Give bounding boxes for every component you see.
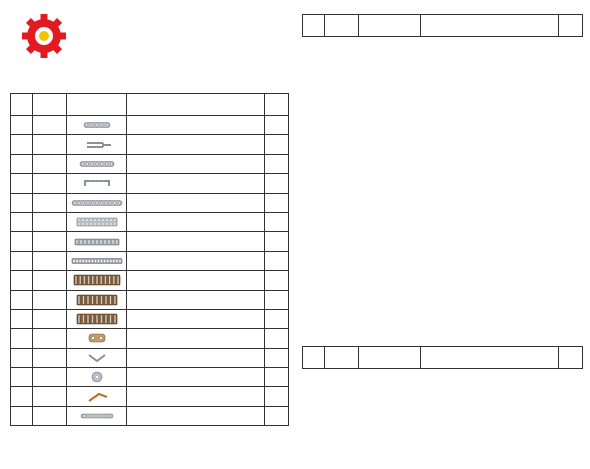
row-name	[127, 329, 265, 348]
row-name	[127, 116, 265, 135]
row-name	[127, 368, 265, 387]
row-name	[127, 290, 265, 309]
row-name	[127, 193, 265, 212]
header-name	[127, 94, 265, 116]
row-code	[33, 232, 67, 251]
row-num	[11, 116, 33, 135]
row-image	[67, 348, 127, 367]
strip-11-icon	[69, 197, 125, 209]
row-code	[33, 271, 67, 290]
row-num	[11, 406, 33, 425]
row-code	[33, 368, 67, 387]
row-qty	[265, 271, 289, 290]
table-row	[11, 116, 289, 135]
row-image	[67, 406, 127, 425]
plate-77-icon	[69, 313, 125, 325]
row-code	[33, 193, 67, 212]
table-row	[11, 232, 289, 251]
row-image	[67, 368, 127, 387]
row-num	[11, 387, 33, 406]
row-image	[67, 271, 127, 290]
row-qty	[265, 174, 289, 193]
row-image	[67, 193, 127, 212]
header-code	[325, 347, 359, 369]
row-qty	[265, 193, 289, 212]
header-name	[421, 15, 559, 37]
table-row	[11, 406, 289, 425]
row-image	[67, 329, 127, 348]
table-row	[11, 329, 289, 348]
strip-7-icon	[69, 158, 125, 170]
table-row	[11, 290, 289, 309]
row-code	[33, 251, 67, 270]
parts-table-right-top	[302, 14, 583, 37]
row-name	[127, 406, 265, 425]
row-name	[127, 154, 265, 173]
table-row	[11, 193, 289, 212]
table-row	[11, 309, 289, 328]
row-image	[67, 290, 127, 309]
row-code	[33, 329, 67, 348]
table-row	[11, 271, 289, 290]
fork-icon	[69, 139, 125, 151]
row-qty	[265, 309, 289, 328]
row-image	[67, 212, 127, 231]
row-num	[11, 232, 33, 251]
row-image	[67, 116, 127, 135]
row-image	[67, 174, 127, 193]
row-num	[11, 135, 33, 154]
header-image	[359, 15, 421, 37]
row-num	[11, 174, 33, 193]
angle-10-icon	[69, 236, 125, 248]
row-qty	[265, 368, 289, 387]
row-name	[127, 387, 265, 406]
table-row	[11, 251, 289, 270]
row-num	[11, 368, 33, 387]
row-num	[11, 212, 33, 231]
row-qty	[265, 135, 289, 154]
parts-table-left	[10, 93, 289, 426]
row-name	[127, 348, 265, 367]
table-header-row	[303, 347, 583, 369]
header-code	[33, 94, 67, 116]
row-code	[33, 309, 67, 328]
row-image	[67, 309, 127, 328]
row-qty	[265, 212, 289, 231]
handle-icon	[69, 391, 125, 403]
table-row	[11, 212, 289, 231]
row-qty	[265, 251, 289, 270]
header-num	[11, 94, 33, 116]
brand-logo	[4, 2, 124, 68]
row-qty	[265, 232, 289, 251]
row-code	[33, 290, 67, 309]
technok-logo-icon	[4, 2, 124, 68]
strip-2-icon	[69, 332, 125, 344]
row-qty	[265, 154, 289, 173]
row-name	[127, 212, 265, 231]
row-name	[127, 174, 265, 193]
row-num	[11, 154, 33, 173]
row-qty	[265, 290, 289, 309]
row-code	[33, 135, 67, 154]
row-num	[11, 329, 33, 348]
row-qty	[265, 387, 289, 406]
strip-5-icon	[69, 119, 125, 131]
header-qty	[265, 94, 289, 116]
header-name	[421, 347, 559, 369]
bracket-icon	[69, 177, 125, 189]
row-code	[33, 406, 67, 425]
row-qty	[265, 329, 289, 348]
row-image	[67, 232, 127, 251]
row-num	[11, 309, 33, 328]
row-code	[33, 174, 67, 193]
table-row	[11, 368, 289, 387]
disk-icon	[69, 371, 125, 383]
table-row	[11, 348, 289, 367]
header-num	[303, 15, 325, 37]
angle-icon	[69, 352, 125, 364]
row-image	[67, 135, 127, 154]
parts-table-right-bottom	[302, 346, 583, 369]
row-name	[127, 232, 265, 251]
row-code	[33, 154, 67, 173]
row-image	[67, 251, 127, 270]
row-code	[33, 116, 67, 135]
row-qty	[265, 406, 289, 425]
table-header-row	[11, 94, 289, 116]
row-qty	[265, 116, 289, 135]
row-name	[127, 271, 265, 290]
row-image	[67, 154, 127, 173]
header-qty	[559, 15, 583, 37]
table-row	[11, 387, 289, 406]
table-header-row	[303, 15, 583, 37]
row-code	[33, 212, 67, 231]
strip-3-icon	[69, 410, 125, 422]
table-row	[11, 135, 289, 154]
row-num	[11, 271, 33, 290]
row-name	[127, 135, 265, 154]
row-qty	[265, 348, 289, 367]
row-num	[11, 290, 33, 309]
row-code	[33, 387, 67, 406]
header-num	[303, 347, 325, 369]
row-num	[11, 251, 33, 270]
row-num	[11, 193, 33, 212]
hood-icon	[69, 274, 125, 286]
table-row	[11, 174, 289, 193]
header-image	[67, 94, 127, 116]
row-code	[33, 348, 67, 367]
row-name	[127, 251, 265, 270]
header-image	[359, 347, 421, 369]
table-row	[11, 154, 289, 173]
row-image	[67, 387, 127, 406]
plate-10-icon	[69, 216, 125, 228]
plate-35-icon	[69, 294, 125, 306]
row-num	[11, 348, 33, 367]
row-name	[127, 309, 265, 328]
header-qty	[559, 347, 583, 369]
header-code	[325, 15, 359, 37]
angle-22-icon	[69, 255, 125, 267]
